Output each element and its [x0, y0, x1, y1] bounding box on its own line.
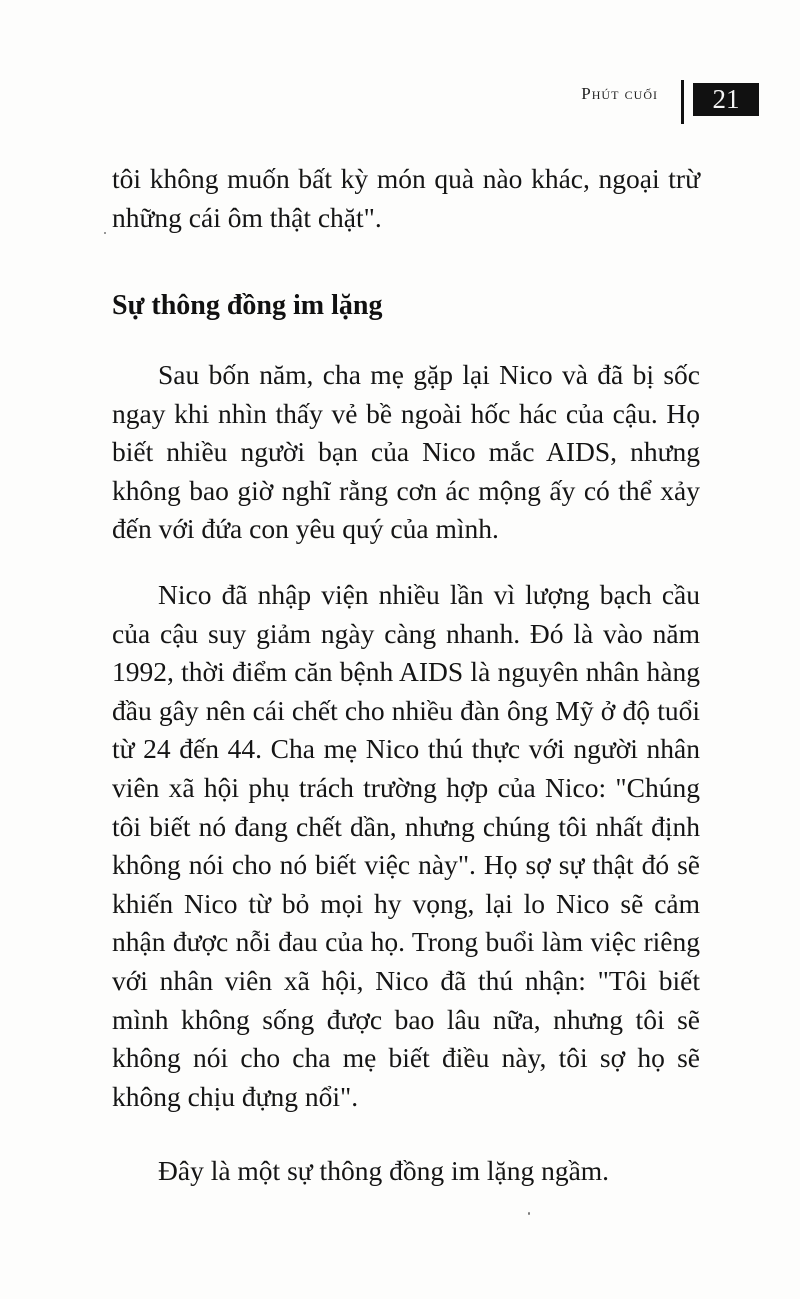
continuation-text	[112, 160, 700, 237]
scan-speck	[104, 232, 106, 234]
section-heading: Sự thông đồng im lặng	[112, 290, 383, 321]
paragraph-2: Nico đã nhập viện nhiều lần vì lượng bạch cầu của cậu suy giảm ngày càng nhanh. Đó là vào năm 1992, thời điểm căn bệnh AIDS là nguyên nhân hàng đầu gây nên cái chết cho nhiều đàn ông Mỹ ở độ tuổi từ 24 đến 44. Cha mẹ Nico thú thực với người nhân viên xã hội phụ trách trường hợp của Nico: "Chúng tôi biết nó đang chết dần, nhưng chúng tôi nhất định không nói cho nó biết việc này". Họ sợ sự thật đó sẽ khiến Nico từ bỏ mọi hy vọng, lại lo Nico sẽ cảm nhận được nỗi đau của họ. Trong buổi làm việc riêng với nhân viên xã hội, Nico đã thú nhận: "Tôi biết mình không sống được bao lâu nữa, nhưng tôi sẽ không nói cho cha mẹ biết điều này, tôi sợ họ sẽ không chịu đựng nổi".	[112, 579, 700, 1112]
page-number: 21	[693, 83, 759, 116]
paragraph-3: Đây là một sự thông đồng im lặng ngầm.	[158, 1155, 610, 1186]
scan-speck	[528, 1212, 530, 1215]
paragraph-1: Sau bốn năm, cha mẹ gặp lại Nico và đã bị sốc ngay khi nhìn thấy vẻ bề ngoài hốc hác của cậu. Họ biết nhiều người bạn của Nico mắc AIDS, nhưng không bao giờ nghĩ rằng cơn ác mộng ấy có thể xảy đến với đứa con yêu quý của mình.	[112, 359, 700, 545]
continuation-paragraph: tôi không muốn bất kỳ món quà nào khác, ngoại trừ những cái ôm thật chặt".	[112, 163, 700, 233]
paragraph-2-block	[112, 576, 700, 1116]
paragraph-3-block	[112, 1152, 700, 1191]
paragraph-1-block	[112, 356, 700, 549]
running-title: Phút cuối	[581, 84, 658, 103]
header-divider	[681, 80, 684, 124]
